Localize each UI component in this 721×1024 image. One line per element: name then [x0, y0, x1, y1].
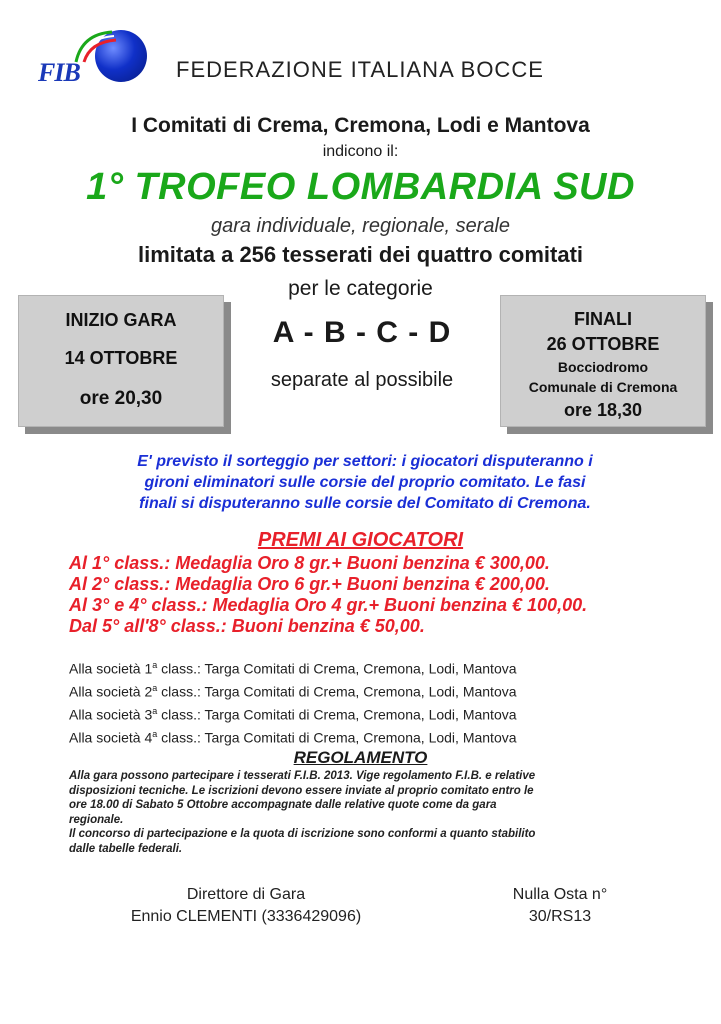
prizes-list [69, 553, 587, 637]
nulla-osta-number: 30/RS13 [528, 908, 592, 925]
draw-notice [60, 451, 670, 514]
start-time: ore 20,30 [79, 388, 163, 409]
prize-item: Al 3° e 4° class.: Medaglia Oro 4 gr.+ Buoni benzina € 100,00. [69, 595, 588, 615]
event-subtitle: gara individuale, regionale, serale [210, 215, 511, 237]
intro-announce: indicono il: [322, 143, 399, 160]
society-award: Alla società 1$^a$ class.: Targa Comitati di Crema, Cremona, Lodi, Mantova [69, 660, 517, 677]
final-date: 26 OTTOBRE [546, 334, 660, 354]
event-limit: limitata a 256 tesserati dei quattro comitati [137, 242, 584, 267]
notice-line: finali si disputeranno sulle corsie del Comitato di Cremona. [139, 495, 591, 512]
final-place-city: Comunale di Cremona [528, 379, 678, 395]
categories-note: separate al possibile [270, 369, 454, 391]
final-label: FINALI [574, 309, 632, 329]
society-award: Alla società 2$^a$ class.: Targa Comitati di Crema, Cremona, Lodi, Mantova [69, 683, 517, 700]
categories-label: per le categorie [288, 277, 433, 300]
final-place: Bocciodromo [557, 359, 649, 375]
start-date: 14 OTTOBRE [64, 348, 178, 368]
society-awards [69, 656, 517, 749]
final-time: ore 18,30 [563, 400, 643, 420]
final-box [500, 295, 706, 427]
director-name: Ennio CLEMENTI (3336429096) [130, 908, 362, 925]
prize-item: Al 2° class.: Medaglia Oro 6 gr.+ Buoni benzina € 200,00. [69, 574, 550, 594]
prize-item: Al 1° class.: Medaglia Oro 8 gr.+ Buoni benzina € 300,00. [69, 553, 550, 573]
categories: A - B - C - D [272, 316, 452, 349]
nulla-osta-title: Nulla Osta n° [512, 886, 608, 903]
event-title: 1° TROFEO LOMBARDIA SUD [86, 166, 635, 208]
director-block [96, 884, 396, 928]
organization-name: FEDERAZIONE ITALIANA BOCCE [176, 57, 544, 82]
intro-line: I Comitati di Crema, Cremona, Lodi e Mantova [131, 114, 590, 137]
start-box [18, 295, 224, 427]
rules-heading: REGOLAMENTO [293, 748, 428, 767]
director-title: Direttore di Gara [186, 886, 306, 903]
nulla-osta-block [460, 884, 660, 928]
society-award: Alla società 3$^a$ class.: Targa Comitati di Crema, Cremona, Lodi, Mantova [69, 706, 517, 723]
notice-line: gironi eliminatori sulle corsie del proprio comitato. Le fasi [144, 474, 586, 491]
society-award: Alla società 4$^a$ class.: Targa Comitati di Crema, Cremona, Lodi, Mantova [69, 729, 517, 747]
rules-line: Il concorso di partecipazione e la quota di iscrizione sono conformi a quanto stabilito [69, 828, 536, 841]
rules-line: dalle tabelle federali. [69, 842, 183, 855]
rules-line: Alla gara possono partecipare i tesserati F.I.B. 2013. Vige regolamento F.I.B. e relative [69, 770, 536, 782]
rules-line: disposizioni tecniche. Le iscrizioni devono essere inviate al proprio comitato entro le [69, 784, 534, 797]
start-label: INIZIO GARA [65, 310, 177, 330]
prizes-heading: PREMI AI GIOCATORI [257, 529, 464, 551]
rules-line: ore 18.00 di Sabato 5 Ottobre accompagnate dalle relative quote come da gara [69, 799, 497, 812]
logo-text: FIB [38, 58, 80, 87]
notice-line: E' previsto il sorteggio per settori: i giocatori disputeranno i [137, 453, 593, 470]
prize-item: Dal 5° all'8° class.: Buoni benzina € 50,00. [69, 616, 425, 636]
rules-text [69, 769, 669, 857]
rules-line: regionale. [69, 813, 124, 826]
